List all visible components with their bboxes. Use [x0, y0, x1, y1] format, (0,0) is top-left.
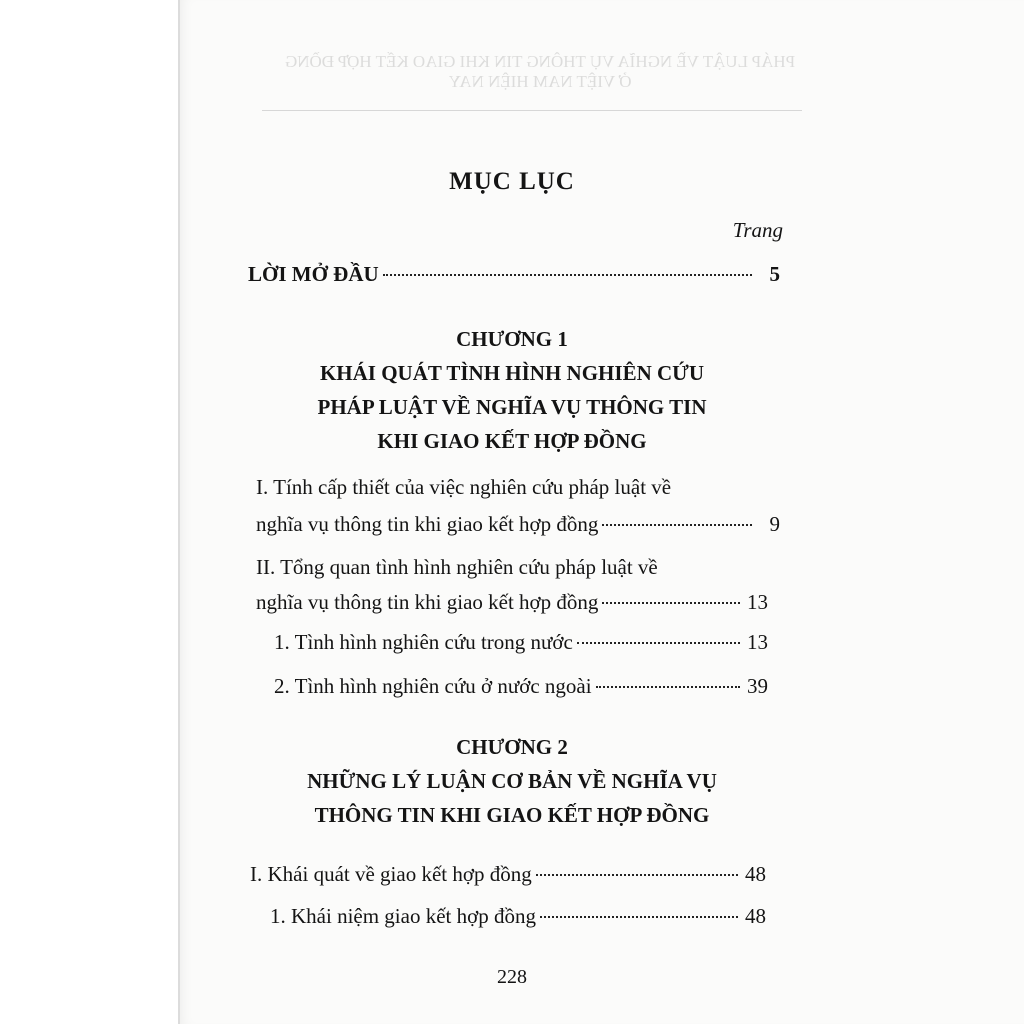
chapter-title-line: NHỮNG LÝ LUẬN CƠ BẢN VỀ NGHĨA VỤ	[307, 769, 717, 793]
toc-entry-label: 1. Tình hình nghiên cứu trong nước	[274, 630, 573, 654]
dot-leader	[596, 686, 740, 688]
toc-title: MỤC LỤC	[449, 168, 575, 195]
toc-entry-page: 13	[747, 630, 768, 654]
page-number: 228	[497, 966, 527, 988]
toc-entry-page: 9	[769, 512, 780, 536]
dot-leader	[577, 642, 740, 644]
toc-entry-intro[interactable]	[248, 262, 780, 287]
toc-entry[interactable]	[256, 590, 768, 615]
chapter-title-line: KHÁI QUÁT TÌNH HÌNH NGHIÊN CỨU	[319, 361, 705, 385]
chapter-label: CHƯƠNG 1	[456, 327, 568, 351]
dot-leader	[602, 602, 740, 604]
chapter-2-heading	[0, 730, 1024, 832]
chapter-title-line: THÔNG TIN KHI GIAO KẾT HỢP ĐỒNG	[314, 803, 710, 827]
toc-entry[interactable]	[274, 630, 768, 655]
toc-entry-page: 5	[769, 262, 780, 286]
toc-entry-page: 13	[747, 590, 768, 614]
chapter-label: CHƯƠNG 2	[456, 735, 568, 759]
show-through-header: PHÁP LUẬT VỀ NGHĨA VỤ THÔNG TIN KHI GIAO KẾT HỢP ĐỒNG Ở VIỆT NAM HIỆN NAY	[284, 52, 796, 91]
chapter-title-line: KHI GIAO KẾT HỢP ĐỒNG	[377, 429, 647, 453]
toc-entry-label: nghĩa vụ thông tin khi giao kết hợp đồng	[256, 590, 599, 614]
toc-entry-page: 39	[747, 674, 768, 698]
toc-entry-label: 2. Tình hình nghiên cứu ở nước ngoài	[274, 674, 592, 698]
toc-entry[interactable]	[256, 512, 780, 537]
toc-entry-page: 48	[745, 904, 766, 928]
toc-entry[interactable]	[270, 904, 766, 929]
toc-entry-label: I. Khái quát về giao kết hợp đồng	[250, 862, 532, 886]
page-column-label: Trang	[732, 218, 783, 242]
toc-entry[interactable]	[274, 674, 768, 699]
toc-entry-page: 48	[745, 862, 766, 886]
toc-entry-line[interactable]: I. Tính cấp thiết của việc nghiên cứu pháp luật về	[256, 475, 672, 499]
dot-leader	[383, 274, 752, 276]
dot-leader	[540, 916, 738, 918]
chapter-1-heading	[0, 322, 1024, 458]
toc-entry-label: 1. Khái niệm giao kết hợp đồng	[270, 904, 536, 928]
toc-entry-label: LỜI MỞ ĐẦU	[248, 262, 379, 286]
toc-entry[interactable]	[250, 862, 766, 887]
toc-entry-label: nghĩa vụ thông tin khi giao kết hợp đồng	[256, 512, 599, 536]
dot-leader	[536, 874, 738, 876]
dot-leader	[602, 524, 752, 526]
toc-entry-line[interactable]: II. Tổng quan tình hình nghiên cứu pháp luật về	[256, 555, 658, 579]
chapter-title-line: PHÁP LUẬT VỀ NGHĨA VỤ THÔNG TIN	[317, 395, 707, 419]
